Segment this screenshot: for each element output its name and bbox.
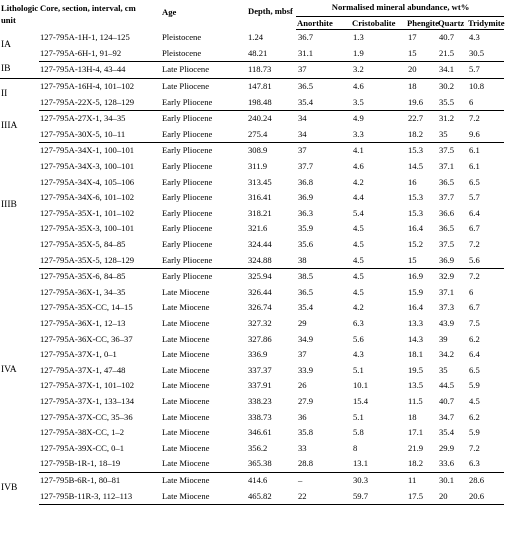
phengite-cell: 15.3 [408,192,424,203]
depth-cell: 338.23 [248,395,272,406]
phengite-cell: 19.6 [406,94,437,110]
table-row [0,472,504,488]
tridymite-cell: 6.4 [469,207,480,218]
anorthite-cell: 38 [296,252,351,268]
depth-cell: 313.45 [248,176,272,187]
phengite-cell: 18 [408,81,417,92]
age-cell: Late Miocene [162,364,210,375]
lithologic-unit-cell: IB [0,62,39,79]
depth-cell: 325.94 [248,271,272,282]
table-row [0,46,504,62]
age-cell: Late Miocene [161,456,247,472]
quartz-cell: 40.7 [439,32,455,43]
table-row [0,347,504,363]
core-section-cell: 127-795B-1R-1, 18–19 [39,456,161,472]
cristobalite-cell: 4.5 [353,223,364,234]
cristobalite-cell: 5.8 [353,427,364,438]
table-row [0,30,504,46]
header-quartz: Quartz [437,17,467,30]
anorthite-cell: 34 [296,127,351,143]
tridymite-cell: 7.2 [469,113,480,124]
anorthite-cell: 22 [296,488,351,504]
tridymite-cell: 6.4 [469,349,480,360]
lithologic-unit-cell: IIIB [1,200,17,211]
cristobalite-cell: 4.6 [353,81,364,92]
depth-cell: 338.73 [248,411,272,422]
core-section-cell: 127-795A-34X-6, 101–102 [40,192,135,203]
depth-cell: 308.9 [248,145,268,156]
depth-cell: 327.86 [248,333,272,344]
depth-cell: 346.61 [248,427,272,438]
core-section-cell: 127-795A-22X-5, 128–129 [39,94,161,110]
anorthite-cell: 36.7 [298,32,314,43]
age-cell: Late Miocene [162,395,210,406]
quartz-cell: 20 [437,488,467,504]
age-cell: Late Miocene [161,488,247,504]
anorthite-cell: 31.1 [296,46,351,62]
quartz-cell: 35 [439,364,448,375]
quartz-cell: 33.6 [437,456,467,472]
header-tridymite: Tridymite [468,18,505,28]
depth-cell: 337.91 [248,380,272,391]
age-cell: Late Miocene [162,380,210,391]
core-section-cell: 127-795A-35X-1, 101–102 [40,207,135,218]
table-row [0,316,504,332]
anorthite-cell: 35.6 [298,239,314,250]
quartz-cell: 36.5 [439,176,455,187]
quartz-cell: 37.7 [439,192,455,203]
depth-cell: 365.38 [247,456,296,472]
core-section-cell: 127-795A-38X-CC, 1–2 [40,427,125,438]
tridymite-cell: 7.5 [469,317,480,328]
anorthite-cell: 36 [298,411,307,422]
phengite-cell: 16 [408,176,417,187]
tridymite-cell: 5.7 [469,192,480,203]
depth-cell: 316.41 [248,192,272,203]
phengite-cell: 11.5 [408,395,423,406]
age-cell: Late Miocene [162,349,210,360]
core-section-cell: 127-795A-34X-1, 100–101 [40,145,135,156]
table-row [0,94,504,110]
header-normalised-mineral-abundance: Normalised mineral abundance, wt% [296,1,504,17]
anorthite-cell: 29 [298,317,307,328]
age-cell: Pleistocene [162,32,202,43]
table-row [0,127,504,143]
tridymite-cell: 9.6 [467,127,504,143]
core-section-cell: 127-795A-35X-CC, 14–15 [40,302,133,313]
table-row [0,190,504,206]
quartz-cell: 21.5 [437,46,467,62]
cristobalite-cell: 13.1 [351,456,406,472]
cristobalite-cell: 8 [353,442,358,453]
phengite-cell: 18.2 [406,127,437,143]
quartz-cell: 36.9 [437,252,467,268]
header-core-section-interval: Core, section, interval, cm [40,3,136,13]
quartz-cell: 30.2 [439,81,455,92]
cristobalite-cell: 4.4 [353,192,364,203]
phengite-cell: 17.1 [408,427,424,438]
tridymite-cell: 6.2 [469,333,480,344]
cristobalite-cell: 59.7 [351,488,406,504]
anorthite-cell: 37 [298,145,307,156]
tridymite-cell: 5.6 [467,252,504,268]
tridymite-cell: 6.5 [469,364,480,375]
phengite-cell: 18.1 [408,349,424,360]
depth-cell: 414.6 [248,474,268,485]
depth-cell: 147.81 [248,81,272,92]
table-row [0,425,504,441]
depth-cell: 326.44 [248,286,272,297]
lithologic-unit-cell: IVA [1,364,17,375]
tridymite-cell: 6.3 [467,456,504,472]
phengite-cell: 17.5 [406,488,437,504]
table-body [0,30,504,505]
tridymite-cell: 6.1 [469,161,480,172]
table-row [0,252,504,268]
table-row [0,174,504,190]
anorthite-cell: 35.4 [296,94,351,110]
age-cell: Late Miocene [162,317,210,328]
cristobalite-cell: 4.2 [353,176,364,187]
phengite-cell: 22.7 [408,113,424,124]
depth-cell: 198.48 [247,94,296,110]
phengite-cell: 15 [406,252,437,268]
phengite-cell: 15.2 [408,239,424,250]
age-cell: Late Miocene [162,302,210,313]
cristobalite-cell: 4.5 [353,286,364,297]
anorthite-cell: – [298,474,303,485]
core-section-cell: 127-795A-35X-3, 100–101 [40,223,135,234]
table-row [0,456,504,472]
cristobalite-cell: 1.9 [351,46,406,62]
phengite-cell: 14.5 [408,161,424,172]
age-cell: Late Pliocene [162,81,210,92]
age-cell: Early Pliocene [162,239,213,250]
cristobalite-cell: 10.1 [353,380,369,391]
phengite-cell: 16.9 [408,271,424,282]
anorthite-cell: 34 [298,113,307,124]
phengite-cell: 18 [408,411,417,422]
quartz-cell: 44.5 [439,380,455,391]
core-section-cell: 127-795A-36X-1, 34–35 [40,286,126,297]
tridymite-cell: 6 [469,286,474,297]
tridymite-cell: 5.9 [469,427,480,438]
tridymite-cell: 28.6 [469,474,485,485]
mineral-abundance-table [0,1,504,505]
age-cell: Late Miocene [162,427,210,438]
quartz-cell: 36.6 [439,207,455,218]
header-anorthite: Anorthite [296,17,351,30]
cristobalite-cell: 6.3 [353,317,364,328]
phengite-cell: 17 [408,32,417,43]
core-section-cell: 127-795A-16H-4, 101–102 [40,81,135,92]
quartz-cell: 31.2 [439,113,455,124]
lithologic-unit-cell: II [1,89,8,100]
quartz-cell: 29.9 [439,442,455,453]
phengite-cell: 18.2 [406,456,437,472]
quartz-cell: 34.2 [439,349,455,360]
quartz-cell: 30.1 [439,474,455,485]
table-row [0,268,504,284]
quartz-cell: 35.4 [439,427,455,438]
tridymite-cell: 6.1 [469,145,480,156]
anorthite-cell: 27.9 [298,395,314,406]
age-cell: Early Pliocene [161,127,247,143]
tridymite-cell: 20.6 [467,488,504,504]
phengite-cell: 15.3 [408,207,424,218]
age-cell: Late Miocene [162,286,210,297]
phengite-cell: 15 [406,46,437,62]
depth-cell: 321.6 [248,223,268,234]
cristobalite-cell: 4.5 [351,252,406,268]
depth-cell: 311.9 [248,161,268,172]
age-cell: Early Pliocene [161,252,247,268]
tridymite-cell: 7.2 [469,239,480,250]
quartz-cell: 37.1 [439,161,455,172]
core-section-cell: 127-795A-35X-5, 84–85 [40,239,126,250]
depth-cell: 275.4 [247,127,296,143]
age-cell: Late Miocene [162,474,210,485]
cristobalite-cell: 3.5 [351,94,406,110]
age-cell: Early Pliocene [162,161,213,172]
quartz-cell: 40.7 [439,395,455,406]
tridymite-cell: 7.2 [469,271,480,282]
cristobalite-cell: 4.5 [353,239,364,250]
depth-cell: 327.32 [248,317,272,328]
anorthite-cell: 36.3 [298,207,314,218]
anorthite-cell: 36.5 [298,81,314,92]
phengite-cell: 19.5 [408,364,424,375]
depth-cell: 465.82 [247,488,296,504]
depth-cell: 326.74 [248,302,272,313]
table-row [0,221,504,237]
table-row [0,362,504,378]
age-cell: Early Pliocene [162,271,213,282]
phengite-cell: 15.3 [408,145,424,156]
tridymite-cell: 4.5 [469,395,480,406]
cristobalite-cell: 3.2 [351,62,406,79]
header-cristobalite: Cristobalite [351,17,406,30]
lithologic-unit-cell: IIIA [1,121,18,132]
quartz-cell: 36.5 [439,223,455,234]
anorthite-cell: 36.9 [298,192,314,203]
tridymite-cell: 5.7 [467,62,504,79]
cristobalite-cell: 4.9 [353,113,364,124]
phengite-cell: 15.9 [408,286,424,297]
depth-cell: 48.21 [247,46,296,62]
table-row [0,285,504,301]
phengite-cell: 21.9 [408,442,424,453]
table-row [0,62,504,79]
age-cell: Early Pliocene [162,192,213,203]
cristobalite-cell: 5.4 [353,207,364,218]
phengite-cell: 13.3 [408,317,424,328]
core-section-cell: 127-795A-37X-1, 133–134 [40,395,135,406]
quartz-cell: 39 [439,333,448,344]
core-section-cell: 127-795A-35X-6, 84–85 [40,271,126,282]
core-section-cell: 127-795B-11R-3, 112–113 [39,488,161,504]
anorthite-cell: 36.5 [298,286,314,297]
anorthite-cell: 35.8 [298,427,314,438]
anorthite-cell: 34.9 [298,333,314,344]
anorthite-cell: 37 [296,62,351,79]
cristobalite-cell: 4.2 [353,302,364,313]
age-cell: Early Pliocene [162,176,213,187]
quartz-cell: 34.1 [437,62,467,79]
quartz-cell: 32.9 [439,271,455,282]
core-section-cell: 127-795A-37X-CC, 35–36 [40,411,133,422]
lithologic-unit-cell: IA [1,40,12,51]
core-section-cell: 127-795A-34X-4, 105–106 [40,176,135,187]
core-section-cell: 127-795A-27X-1, 34–35 [40,113,126,124]
age-cell: Pleistocene [161,46,247,62]
anorthite-cell: 37.7 [298,161,314,172]
core-section-cell: 127-795A-1H-1, 124–125 [40,32,130,43]
tridymite-cell: 7.2 [469,442,480,453]
age-cell: Late Pliocene [161,62,247,79]
age-cell: Early Pliocene [162,113,213,124]
age-cell: Early Pliocene [162,207,213,218]
depth-cell: 240.24 [248,113,272,124]
core-section-cell: 127-795A-36X-1, 12–13 [40,317,126,328]
cristobalite-cell: 4.1 [353,145,364,156]
anorthite-cell: 33 [298,442,307,453]
cristobalite-cell: 30.3 [353,474,369,485]
depth-cell: 318.21 [248,207,272,218]
cristobalite-cell: 4.5 [353,271,364,282]
phengite-cell: 20 [406,62,437,79]
table-row [0,237,504,253]
phengite-cell: 16.4 [408,302,424,313]
core-section-cell: 127-795A-39X-CC, 0–1 [40,442,125,453]
core-section-cell: 127-795A-13H-4, 43–44 [39,62,161,79]
tridymite-cell: 10.8 [469,81,485,92]
age-cell: Late Miocene [162,442,210,453]
depth-cell: 1.24 [248,32,264,43]
tridymite-cell: 30.5 [467,46,504,62]
core-section-cell: 127-795A-37X-1, 101–102 [40,380,135,391]
table-row [0,394,504,410]
table-row [0,378,504,394]
cristobalite-cell: 3.3 [351,127,406,143]
core-section-cell: 127-795A-35X-5, 128–129 [39,252,161,268]
cristobalite-cell: 5.6 [353,333,364,344]
age-cell: Late Miocene [162,411,210,422]
cristobalite-cell: 1.3 [353,32,364,43]
header-lithologic-unit: Lithologic unit [1,3,39,25]
depth-cell: 336.9 [248,349,268,360]
anorthite-cell: 28.8 [296,456,351,472]
quartz-cell: 35 [437,127,467,143]
anorthite-cell: 35.4 [298,302,314,313]
tridymite-cell: 5.9 [469,380,480,391]
core-section-cell: 127-795B-6R-1, 80–81 [40,474,121,485]
tridymite-cell: 6.7 [469,302,480,313]
table-row [0,159,504,175]
anorthite-cell: 36.8 [298,176,314,187]
anorthite-cell: 26 [298,380,307,391]
header-age: Age [162,7,177,17]
table-row [0,110,504,126]
core-section-cell: 127-795A-30X-5, 10–11 [39,127,161,143]
table-row [0,143,504,159]
header-depth: Depth, mbsf [248,6,293,16]
tridymite-cell: 6.5 [469,176,480,187]
phengite-cell: 14.3 [408,333,424,344]
quartz-cell: 37.5 [439,239,455,250]
cristobalite-cell: 5.1 [353,411,364,422]
cristobalite-cell: 4.3 [353,349,364,360]
quartz-cell: 34.7 [439,411,455,422]
cristobalite-cell: 5.1 [353,364,364,375]
table-row [0,78,504,94]
age-cell: Early Pliocene [162,145,213,156]
core-section-cell: 127-795A-6H-1, 91–92 [39,46,161,62]
phengite-cell: 16.4 [408,223,424,234]
phengite-cell: 13.5 [408,380,424,391]
age-cell: Late Miocene [162,333,210,344]
quartz-cell: 35.5 [437,94,467,110]
table-row [0,409,504,425]
tridymite-cell: 6 [467,94,504,110]
anorthite-cell: 35.9 [298,223,314,234]
depth-cell: 118.73 [247,62,296,79]
quartz-cell: 37.3 [439,302,455,313]
anorthite-cell: 38.5 [298,271,314,282]
table-row [0,488,504,504]
quartz-cell: 43.9 [439,317,455,328]
cristobalite-cell: 4.6 [353,161,364,172]
table-row [0,206,504,222]
header-phengite: Phengite [407,18,439,28]
tridymite-cell: 6.2 [469,411,480,422]
core-section-cell: 127-795A-37X-1, 0–1 [40,349,117,360]
age-cell: Early Pliocene [162,223,213,234]
depth-cell: 356.2 [248,442,268,453]
phengite-cell: 11 [408,474,417,485]
core-section-cell: 127-795A-36X-CC, 36–37 [40,333,133,344]
age-cell: Early Pliocene [161,94,247,110]
lithologic-unit-cell: IVB [1,482,18,493]
core-section-cell: 127-795A-34X-3, 100–101 [40,161,135,172]
depth-cell: 324.88 [247,252,296,268]
cristobalite-cell: 15.4 [353,395,369,406]
core-section-cell: 127-795A-37X-1, 47–48 [40,364,126,375]
depth-cell: 337.37 [248,364,272,375]
depth-cell: 324.44 [248,239,272,250]
anorthite-cell: 37 [298,349,307,360]
quartz-cell: 37.1 [439,286,455,297]
tridymite-cell: 4.3 [469,32,480,43]
anorthite-cell: 33.9 [298,364,314,375]
quartz-cell: 37.5 [439,145,455,156]
table-row [0,331,504,347]
table-row [0,300,504,316]
table-row [0,440,504,456]
tridymite-cell: 6.7 [469,223,480,234]
